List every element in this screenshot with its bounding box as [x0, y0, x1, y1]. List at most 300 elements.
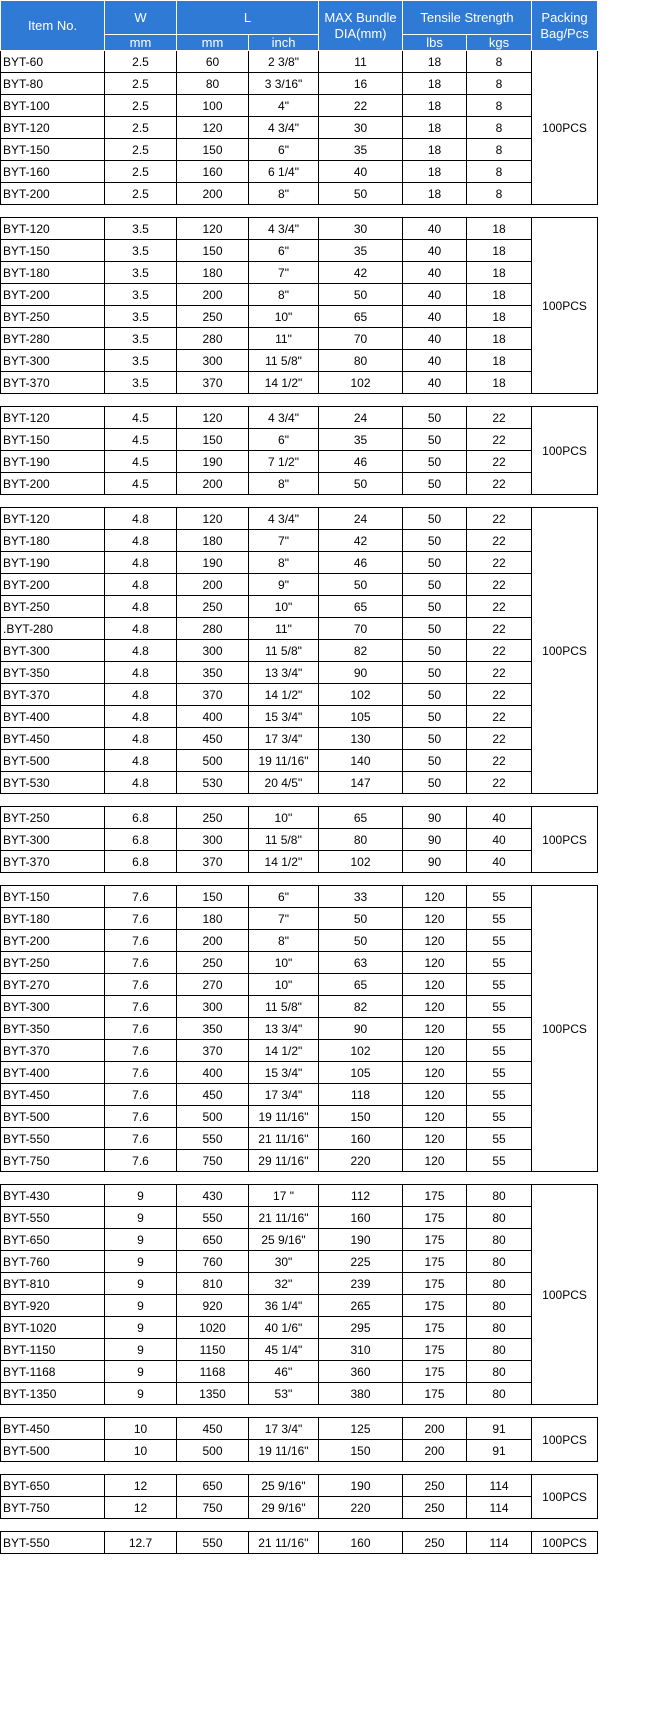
max-bundle-cell: 265: [319, 1295, 403, 1317]
max-bundle-cell: 102: [319, 684, 403, 706]
l-mm-cell: 400: [177, 1062, 249, 1084]
w-cell: 4.8: [105, 750, 177, 772]
kgs-cell: 22: [467, 508, 532, 530]
l-mm-cell: 200: [177, 473, 249, 495]
table-row: [1, 1383, 598, 1405]
table-row: [1, 183, 598, 205]
item-no-cell: BYT-270: [1, 974, 105, 996]
l-mm-cell: 180: [177, 530, 249, 552]
l-mm-cell: 250: [177, 306, 249, 328]
table-row: [1, 218, 598, 240]
group-spacer: [1, 794, 598, 807]
lbs-cell: 120: [403, 1106, 467, 1128]
lbs-cell: 18: [403, 95, 467, 117]
max-bundle-cell: 150: [319, 1440, 403, 1462]
l-mm-cell: 810: [177, 1273, 249, 1295]
lbs-cell: 50: [403, 684, 467, 706]
packing-cell: 100PCS: [532, 886, 598, 1172]
item-no-cell: BYT-250: [1, 306, 105, 328]
w-cell: 2.5: [105, 161, 177, 183]
w-cell: 3.5: [105, 328, 177, 350]
w-cell: 4.8: [105, 684, 177, 706]
l-inch-cell: 7": [249, 262, 319, 284]
item-no-cell: BYT-200: [1, 574, 105, 596]
group-spacer-row: [1, 205, 598, 218]
max-bundle-cell: 24: [319, 407, 403, 429]
item-no-cell: BYT-180: [1, 262, 105, 284]
kgs-cell: 22: [467, 750, 532, 772]
max-bundle-cell: 160: [319, 1128, 403, 1150]
l-mm-cell: 500: [177, 1106, 249, 1128]
kgs-cell: 91: [467, 1418, 532, 1440]
l-inch-cell: 6": [249, 886, 319, 908]
item-no-cell: BYT-150: [1, 429, 105, 451]
table-row: [1, 851, 598, 873]
kgs-cell: 8: [467, 73, 532, 95]
group-spacer-row: [1, 1172, 598, 1185]
item-no-cell: BYT-550: [1, 1128, 105, 1150]
l-mm-cell: 530: [177, 772, 249, 794]
l-inch-cell: 14 1/2": [249, 684, 319, 706]
lbs-cell: 175: [403, 1383, 467, 1405]
lbs-cell: 175: [403, 1317, 467, 1339]
table-row: [1, 706, 598, 728]
w-cell: 4.5: [105, 451, 177, 473]
w-cell: 7.6: [105, 996, 177, 1018]
l-mm-cell: 300: [177, 350, 249, 372]
item-no-cell: BYT-300: [1, 829, 105, 851]
kgs-cell: 40: [467, 807, 532, 829]
item-no-cell: BYT-1020: [1, 1317, 105, 1339]
l-inch-cell: 7 1/2": [249, 451, 319, 473]
lbs-cell: 50: [403, 706, 467, 728]
l-inch-cell: 10": [249, 306, 319, 328]
kgs-cell: 22: [467, 772, 532, 794]
item-no-cell: BYT-200: [1, 284, 105, 306]
kgs-cell: 55: [467, 1084, 532, 1106]
table-row: [1, 829, 598, 851]
item-no-cell: BYT-1350: [1, 1383, 105, 1405]
l-mm-cell: 1150: [177, 1339, 249, 1361]
lbs-cell: 50: [403, 407, 467, 429]
l-mm-cell: 300: [177, 640, 249, 662]
w-cell: 12: [105, 1497, 177, 1519]
group-spacer-row: [1, 394, 598, 407]
w-cell: 9: [105, 1207, 177, 1229]
l-inch-cell: 32'': [249, 1273, 319, 1295]
lbs-cell: 120: [403, 930, 467, 952]
lbs-cell: 175: [403, 1185, 467, 1207]
l-inch-cell: 20 4/5'': [249, 772, 319, 794]
kgs-cell: 18: [467, 306, 532, 328]
max-bundle-cell: 16: [319, 73, 403, 95]
item-no-cell: BYT-370: [1, 684, 105, 706]
item-no-cell: BYT-200: [1, 930, 105, 952]
table-row: [1, 552, 598, 574]
w-cell: 7.6: [105, 1018, 177, 1040]
l-inch-cell: 10'': [249, 807, 319, 829]
kgs-cell: 22: [467, 552, 532, 574]
kgs-cell: 40: [467, 829, 532, 851]
lbs-cell: 120: [403, 974, 467, 996]
kgs-cell: 55: [467, 1106, 532, 1128]
table-row: [1, 1229, 598, 1251]
lbs-cell: 50: [403, 640, 467, 662]
lbs-cell: 40: [403, 218, 467, 240]
group-spacer-row: [1, 1405, 598, 1418]
item-no-cell: BYT-350: [1, 1018, 105, 1040]
lbs-cell: 40: [403, 372, 467, 394]
table-row: [1, 596, 598, 618]
item-no-cell: BYT-280: [1, 328, 105, 350]
max-bundle-cell: 35: [319, 429, 403, 451]
w-cell: 4.8: [105, 596, 177, 618]
max-bundle-cell: 125: [319, 1418, 403, 1440]
table-row: [1, 1418, 598, 1440]
w-cell: 7.6: [105, 886, 177, 908]
kgs-cell: 114: [467, 1532, 532, 1554]
l-inch-cell: 15 3/4": [249, 706, 319, 728]
l-inch-cell: 14 1/2": [249, 372, 319, 394]
w-cell: 6.8: [105, 851, 177, 873]
l-mm-cell: 200: [177, 930, 249, 952]
item-no-cell: BYT-750: [1, 1497, 105, 1519]
table-row: [1, 51, 598, 73]
item-no-cell: BYT-1168: [1, 1361, 105, 1383]
lbs-cell: 120: [403, 1084, 467, 1106]
l-mm-cell: 650: [177, 1229, 249, 1251]
w-cell: 9: [105, 1317, 177, 1339]
l-mm-cell: 550: [177, 1128, 249, 1150]
lbs-cell: 40: [403, 240, 467, 262]
l-inch-cell: 2 3/8": [249, 51, 319, 73]
l-inch-cell: 45 1/4": [249, 1339, 319, 1361]
l-inch-cell: 25 9/16": [249, 1229, 319, 1251]
l-inch-cell: 10": [249, 952, 319, 974]
kgs-cell: 22: [467, 407, 532, 429]
kgs-cell: 22: [467, 574, 532, 596]
lbs-cell: 250: [403, 1532, 467, 1554]
kgs-cell: 22: [467, 662, 532, 684]
header-l-mm: mm: [177, 35, 249, 51]
l-mm-cell: 550: [177, 1532, 249, 1554]
l-mm-cell: 450: [177, 1418, 249, 1440]
table-row: [1, 886, 598, 908]
lbs-cell: 175: [403, 1361, 467, 1383]
l-inch-cell: 21 11/16'': [249, 1532, 319, 1554]
kgs-cell: 80: [467, 1273, 532, 1295]
kgs-cell: 91: [467, 1440, 532, 1462]
max-bundle-cell: 70: [319, 328, 403, 350]
lbs-cell: 50: [403, 596, 467, 618]
max-bundle-cell: 24: [319, 508, 403, 530]
max-bundle-cell: 102: [319, 372, 403, 394]
table-row: [1, 1497, 598, 1519]
lbs-cell: 50: [403, 728, 467, 750]
kgs-cell: 80: [467, 1383, 532, 1405]
max-bundle-cell: 147: [319, 772, 403, 794]
item-no-cell: BYT-750: [1, 1150, 105, 1172]
l-inch-cell: 17 3/4": [249, 1084, 319, 1106]
header-kgs: kgs: [467, 35, 532, 51]
l-mm-cell: 1350: [177, 1383, 249, 1405]
w-cell: 7.6: [105, 1106, 177, 1128]
l-inch-cell: 6": [249, 240, 319, 262]
l-mm-cell: 200: [177, 574, 249, 596]
l-mm-cell: 120: [177, 218, 249, 240]
lbs-cell: 50: [403, 750, 467, 772]
l-inch-cell: 11 5/8": [249, 640, 319, 662]
table-row: [1, 1440, 598, 1462]
header-max-bundle: MAX Bundle DIA(mm): [319, 1, 403, 51]
max-bundle-cell: 11: [319, 51, 403, 73]
l-mm-cell: 180: [177, 262, 249, 284]
lbs-cell: 90: [403, 829, 467, 851]
l-inch-cell: 4 3/4": [249, 508, 319, 530]
l-inch-cell: 19 11/16": [249, 1440, 319, 1462]
w-cell: 2.5: [105, 139, 177, 161]
lbs-cell: 200: [403, 1440, 467, 1462]
l-inch-cell: 17 ": [249, 1185, 319, 1207]
l-inch-cell: 7": [249, 530, 319, 552]
table-row: [1, 306, 598, 328]
item-no-cell: BYT-1150: [1, 1339, 105, 1361]
table-row: [1, 1150, 598, 1172]
max-bundle-cell: 160: [319, 1207, 403, 1229]
max-bundle-cell: 63: [319, 952, 403, 974]
item-no-cell: BYT-60: [1, 51, 105, 73]
l-inch-cell: 11": [249, 618, 319, 640]
kgs-cell: 18: [467, 328, 532, 350]
lbs-cell: 175: [403, 1229, 467, 1251]
max-bundle-cell: 46: [319, 451, 403, 473]
l-mm-cell: 370: [177, 851, 249, 873]
w-cell: 3.5: [105, 284, 177, 306]
l-mm-cell: 120: [177, 117, 249, 139]
table-row: [1, 284, 598, 306]
item-no-cell: BYT-120: [1, 117, 105, 139]
l-inch-cell: 40 1/6": [249, 1317, 319, 1339]
w-cell: 4.8: [105, 772, 177, 794]
lbs-cell: 250: [403, 1497, 467, 1519]
l-mm-cell: 250: [177, 952, 249, 974]
max-bundle-cell: 102: [319, 851, 403, 873]
packing-cell: 100PCS: [532, 1418, 598, 1462]
l-mm-cell: 450: [177, 728, 249, 750]
l-inch-cell: 6": [249, 139, 319, 161]
l-inch-cell: 11 5/8": [249, 350, 319, 372]
max-bundle-cell: 50: [319, 183, 403, 205]
w-cell: 9: [105, 1185, 177, 1207]
l-inch-cell: 8": [249, 473, 319, 495]
l-mm-cell: 300: [177, 996, 249, 1018]
table-row: [1, 996, 598, 1018]
w-cell: 3.5: [105, 262, 177, 284]
lbs-cell: 120: [403, 952, 467, 974]
w-cell: 10: [105, 1418, 177, 1440]
item-no-cell: BYT-150: [1, 139, 105, 161]
w-cell: 9: [105, 1361, 177, 1383]
item-no-cell: BYT-250: [1, 596, 105, 618]
l-mm-cell: 400: [177, 706, 249, 728]
max-bundle-cell: 105: [319, 706, 403, 728]
item-no-cell: BYT-200: [1, 473, 105, 495]
item-no-cell: BYT-450: [1, 1418, 105, 1440]
kgs-cell: 22: [467, 706, 532, 728]
kgs-cell: 55: [467, 1062, 532, 1084]
table-row: [1, 1317, 598, 1339]
max-bundle-cell: 118: [319, 1084, 403, 1106]
w-cell: 2.5: [105, 95, 177, 117]
l-mm-cell: 370: [177, 372, 249, 394]
lbs-cell: 50: [403, 530, 467, 552]
kgs-cell: 55: [467, 996, 532, 1018]
kgs-cell: 22: [467, 684, 532, 706]
lbs-cell: 120: [403, 996, 467, 1018]
lbs-cell: 175: [403, 1251, 467, 1273]
table-row: [1, 807, 598, 829]
table-row: [1, 407, 598, 429]
table-row: [1, 952, 598, 974]
group-spacer: [1, 1519, 598, 1532]
table-row: [1, 1295, 598, 1317]
l-inch-cell: 6 1/4": [249, 161, 319, 183]
item-no-cell: BYT-300: [1, 350, 105, 372]
max-bundle-cell: 82: [319, 640, 403, 662]
item-no-cell: BYT-300: [1, 996, 105, 1018]
item-no-cell: BYT-650: [1, 1475, 105, 1497]
kgs-cell: 22: [467, 429, 532, 451]
table-row: [1, 1475, 598, 1497]
w-cell: 9: [105, 1383, 177, 1405]
max-bundle-cell: 112: [319, 1185, 403, 1207]
kgs-cell: 114: [467, 1475, 532, 1497]
item-no-cell: BYT-550: [1, 1207, 105, 1229]
kgs-cell: 114: [467, 1497, 532, 1519]
max-bundle-cell: 35: [319, 240, 403, 262]
l-mm-cell: 350: [177, 1018, 249, 1040]
w-cell: 7.6: [105, 952, 177, 974]
l-mm-cell: 120: [177, 508, 249, 530]
kgs-cell: 80: [467, 1339, 532, 1361]
kgs-cell: 8: [467, 117, 532, 139]
max-bundle-cell: 150: [319, 1106, 403, 1128]
w-cell: 7.6: [105, 1084, 177, 1106]
item-no-cell: BYT-200: [1, 183, 105, 205]
lbs-cell: 18: [403, 183, 467, 205]
max-bundle-cell: 140: [319, 750, 403, 772]
kgs-cell: 80: [467, 1317, 532, 1339]
max-bundle-cell: 90: [319, 662, 403, 684]
l-inch-cell: 21 11/16'': [249, 1128, 319, 1150]
packing-cell: 100PCS: [532, 1475, 598, 1519]
l-mm-cell: 280: [177, 618, 249, 640]
lbs-cell: 175: [403, 1295, 467, 1317]
header-lbs: lbs: [403, 35, 467, 51]
l-mm-cell: 120: [177, 407, 249, 429]
max-bundle-cell: 220: [319, 1150, 403, 1172]
lbs-cell: 18: [403, 139, 467, 161]
item-no-cell: BYT-250: [1, 952, 105, 974]
l-mm-cell: 550: [177, 1207, 249, 1229]
kgs-cell: 22: [467, 451, 532, 473]
item-no-cell: BYT-430: [1, 1185, 105, 1207]
table-row: [1, 240, 598, 262]
l-mm-cell: 370: [177, 1040, 249, 1062]
w-cell: 12: [105, 1475, 177, 1497]
w-cell: 4.8: [105, 508, 177, 530]
item-no-cell: BYT-100: [1, 95, 105, 117]
table-row: [1, 95, 598, 117]
max-bundle-cell: 50: [319, 284, 403, 306]
w-cell: 4.8: [105, 728, 177, 750]
l-mm-cell: 150: [177, 139, 249, 161]
w-cell: 9: [105, 1339, 177, 1361]
kgs-cell: 18: [467, 284, 532, 306]
l-inch-cell: 7": [249, 908, 319, 930]
table-row: [1, 930, 598, 952]
l-inch-cell: 29 11/16'': [249, 1150, 319, 1172]
kgs-cell: 8: [467, 139, 532, 161]
max-bundle-cell: 30: [319, 117, 403, 139]
max-bundle-cell: 220: [319, 1497, 403, 1519]
item-no-cell: BYT-250: [1, 807, 105, 829]
l-inch-cell: 8": [249, 930, 319, 952]
lbs-cell: 50: [403, 618, 467, 640]
l-inch-cell: 8": [249, 552, 319, 574]
group-spacer: [1, 1462, 598, 1475]
l-inch-cell: 14 1/2'': [249, 851, 319, 873]
item-no-cell: BYT-80: [1, 73, 105, 95]
w-cell: 4.8: [105, 662, 177, 684]
group-spacer: [1, 1172, 598, 1185]
l-inch-cell: 4": [249, 95, 319, 117]
lbs-cell: 120: [403, 908, 467, 930]
table-body: [1, 51, 598, 1554]
item-no-cell: BYT-550: [1, 1532, 105, 1554]
w-cell: 7.6: [105, 930, 177, 952]
header-l: L: [177, 1, 319, 35]
max-bundle-cell: 380: [319, 1383, 403, 1405]
max-bundle-cell: 70: [319, 618, 403, 640]
w-cell: 6.8: [105, 807, 177, 829]
w-cell: 12.7: [105, 1532, 177, 1554]
l-mm-cell: 60: [177, 51, 249, 73]
l-mm-cell: 200: [177, 284, 249, 306]
lbs-cell: 50: [403, 429, 467, 451]
l-mm-cell: 1020: [177, 1317, 249, 1339]
table-row: [1, 473, 598, 495]
kgs-cell: 40: [467, 851, 532, 873]
max-bundle-cell: 46: [319, 552, 403, 574]
w-cell: 7.6: [105, 1150, 177, 1172]
item-no-cell: BYT-350: [1, 662, 105, 684]
w-cell: 6.8: [105, 829, 177, 851]
l-inch-cell: 17 3/4": [249, 728, 319, 750]
l-inch-cell: 4 3/4": [249, 407, 319, 429]
item-no-cell: BYT-400: [1, 1062, 105, 1084]
item-no-cell: BYT-190: [1, 451, 105, 473]
max-bundle-cell: 80: [319, 829, 403, 851]
l-inch-cell: 8": [249, 183, 319, 205]
lbs-cell: 18: [403, 73, 467, 95]
l-mm-cell: 200: [177, 183, 249, 205]
item-no-cell: BYT-370: [1, 372, 105, 394]
l-inch-cell: 21 11/16": [249, 1207, 319, 1229]
item-no-cell: BYT-120: [1, 407, 105, 429]
table-row: [1, 1361, 598, 1383]
max-bundle-cell: 295: [319, 1317, 403, 1339]
